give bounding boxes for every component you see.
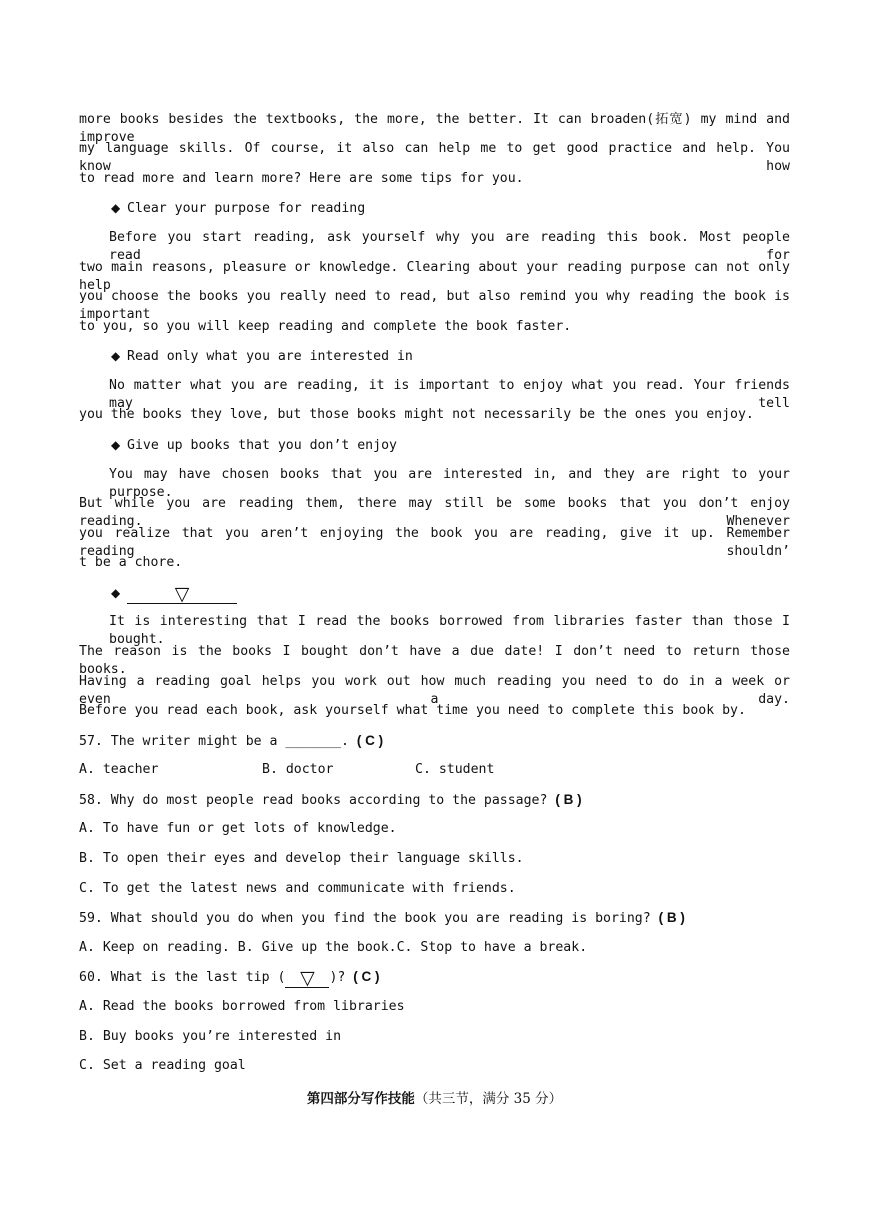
question-60 [79, 968, 790, 988]
answer-mark: ( C ) [353, 969, 380, 984]
bullet-diamond-icon: ◆ [111, 201, 121, 215]
bullet-diamond-icon: ◆ [111, 438, 121, 452]
question-stem: 59. What should you do when you find the book you are reading is boring? [79, 911, 651, 926]
option-c: C. To get the latest news and communicate with friends. [79, 881, 516, 896]
tip-heading-3 [111, 436, 822, 455]
section-title: 第四部分写作技能 [306, 1091, 415, 1107]
section-heading [0, 1087, 869, 1107]
passage-line: you choose the books you really need to read, but also remind you why reading the book is important [79, 289, 790, 322]
question-stem-end: )? [329, 970, 346, 985]
passage-line: You may have chosen books that you are interested in, and they are right to your purpose. [109, 467, 790, 500]
answer-mark: ( B ) [555, 792, 582, 807]
passage-line: you the books they love, but those books might not necessarily be the ones you enjoy. [79, 407, 754, 422]
passage-line: two main reasons, pleasure or knowledge. Clearing about your reading purpose can not only help [79, 260, 790, 293]
passage-line: No matter what you are reading, it is important to enjoy what you read. Your friends may tell [109, 378, 790, 411]
option-c: C. student [415, 762, 495, 777]
question-59 [79, 909, 790, 928]
passage-line: you realize that you aren’t enjoying the book you are reading, give it up. Remember reading shouldn’ [79, 526, 790, 559]
question-57 [79, 732, 790, 751]
passage-line: more books besides the textbooks, the more, the better. It can broaden(拓宽) my mind and improve [79, 112, 790, 145]
passage-line: to you, so you will keep reading and complete the book faster. [79, 319, 572, 334]
question-stem: 58. Why do most people read books according to the passage? [79, 793, 548, 808]
question-stem-start: 60. What is the last tip ( [79, 970, 286, 985]
triangle-marker-icon: ▽ [300, 967, 315, 989]
option-c: C. Set a reading goal [79, 1058, 246, 1073]
blank-line [127, 585, 237, 604]
passage-line: t be a chore. [79, 555, 183, 570]
passage-line: Having a reading goal helps you work out how much reading you need to do in a week or even a day. [79, 674, 790, 707]
tip-heading-text: Give up books that you don’t enjoy [127, 438, 397, 453]
answer-mark: ( B ) [658, 910, 685, 925]
option-b: B. doctor [262, 762, 334, 777]
question-58 [79, 791, 790, 810]
bullet-diamond-icon: ◆ [111, 586, 121, 600]
option-b: B. To open their eyes and develop their language skills. [79, 851, 524, 866]
passage-line: Before you start reading, ask yourself why you are reading this book. Most people read for [109, 230, 790, 263]
option-a: A. teacher [79, 762, 159, 777]
option-a: A. To have fun or get lots of knowledge. [79, 821, 397, 836]
tip-heading-text: Read only what you are interested in [127, 349, 413, 364]
section-subtitle: （共三节，满分 35 分） [414, 1091, 563, 1107]
answer-mark: ( C ) [356, 733, 384, 748]
triangle-marker-icon: ▽ [174, 583, 190, 605]
bullet-diamond-icon: ◆ [111, 349, 121, 363]
passage-line: The reason is the books I bought don’t have a due date! I don’t need to return those books. [79, 644, 790, 677]
passage-line: It is interesting that I read the books borrowed from libraries faster than those I bought. [109, 614, 790, 647]
passage-line: to read more and learn more? Here are some tips for you. [79, 171, 524, 186]
option-a: A. Read the books borrowed from libraries [79, 999, 405, 1014]
tip-heading-2 [111, 347, 822, 366]
question-stem: 57. The writer might be a _______. [79, 734, 349, 749]
tip-heading-1 [111, 199, 822, 218]
passage-line: But while you are reading them, there may still be some books that you don’t enjoy reading. Whenever [79, 496, 790, 529]
tip-heading-4-blank [111, 584, 822, 604]
passage-line: Before you read each book, ask yourself what time you need to complete this book by. [79, 703, 746, 718]
blank-line [285, 969, 329, 988]
passage-line: my language skills. Of course, it also can help me to get good practice and help. You know how [79, 141, 790, 174]
option-b: B. Buy books you’re interested in [79, 1029, 342, 1044]
tip-heading-text: Clear your purpose for reading [127, 201, 366, 216]
question-59-options: A. Keep on reading. B. Give up the book.C. Stop to have a break. [79, 940, 588, 955]
